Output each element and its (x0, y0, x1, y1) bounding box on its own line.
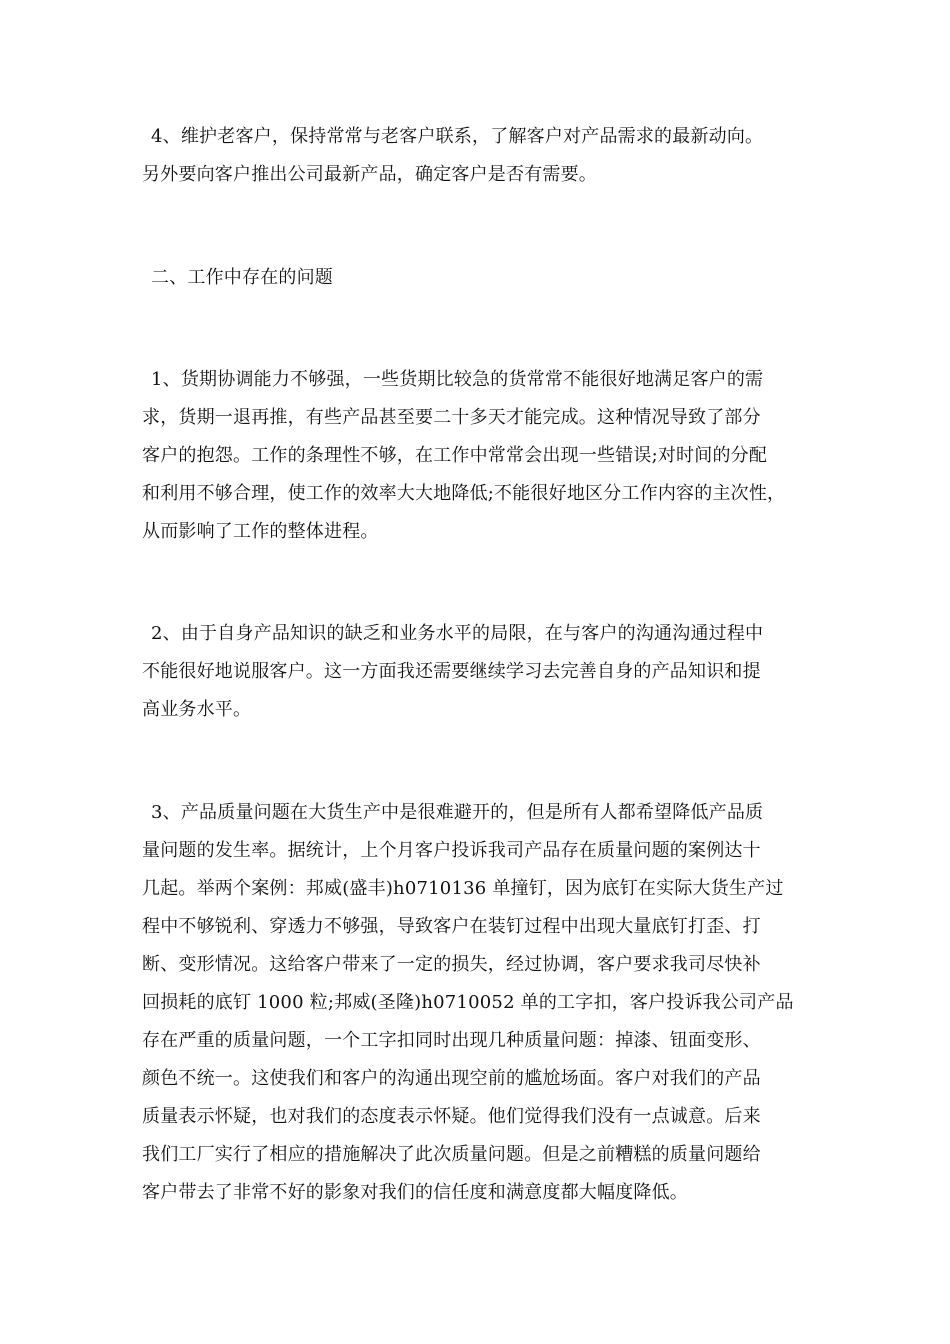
text-line: 另外要向客户推出公司最新产品，确定客户是否有需要。 (142, 164, 597, 185)
heading-text: 二、工作中存在的问题 (151, 267, 333, 288)
text-line: 3、产品质量问题在大货生产中是很难避开的，但是所有人都希望降低产品质 (151, 802, 764, 823)
paragraph-delivery-coordination (142, 361, 807, 551)
text-line: 客户带去了非常不好的影象对我们的信任度和满意度都大幅度降低。 (142, 1182, 688, 1203)
text-line: 存在严重的质量问题，一个工字扣同时出现几种质量问题：掉漆、钮面变形、 (142, 1030, 761, 1051)
text-line: 我们工厂实行了相应的措施解决了此次质量问题。但是之前糟糕的质量问题给 (142, 1144, 761, 1165)
text-line: 程中不够锐利、穿透力不够强，导致客户在装钉过程中出现大量底钉打歪、打 (142, 916, 761, 937)
text-line: 量问题的发生率。据统计，上个月客户投诉我司产品存在质量问题的案例达十 (142, 840, 761, 861)
text-line: 回损耗的底钉 1000 粒;邦威(圣隆)h0710052 单的工字扣，客户投诉我公司产品 (142, 992, 794, 1013)
text-line: 2、由于自身产品知识的缺乏和业务水平的局限，在与客户的沟通沟通过程中 (151, 623, 764, 644)
text-line: 不能很好地说服客户。这一方面我还需要继续学习去完善自身的产品知识和提 (142, 661, 761, 682)
text-line: 质量表示怀疑，也对我们的态度表示怀疑。他们觉得我们没有一点诚意。后来 (142, 1106, 761, 1127)
text-line: 4、维护老客户，保持常常与老客户联系，了解客户对产品需求的最新动向。 (151, 126, 764, 147)
text-line: 1、货期协调能力不够强，一些货期比较急的货常常不能很好地满足客户的需 (151, 369, 764, 390)
text-line: 求，货期一退再推，有些产品甚至要二十多天才能完成。这种情况导致了部分 (142, 407, 761, 428)
paragraph-product-knowledge (142, 615, 807, 729)
text-line: 和利用不够合理，使工作的效率大大地降低;不能很好地区分工作内容的主次性， (142, 483, 786, 504)
text-line: 从而影响了工作的整体进程。 (142, 521, 379, 542)
paragraph-maintain-old-customers (142, 118, 807, 194)
text-line: 客户的抱怨。工作的条理性不够，在工作中常常会出现一些错误;对时间的分配 (142, 445, 768, 466)
text-line: 断、变形情况。这给客户带来了一定的损失，经过协调，客户要求我司尽快补 (142, 954, 761, 975)
section-heading-problems (142, 259, 807, 297)
text-line: 颜色不统一。这使我们和客户的沟通出现空前的尴尬场面。客户对我们的产品 (142, 1068, 761, 1089)
paragraph-quality-issues (142, 794, 807, 1212)
text-line: 高业务水平。 (142, 699, 252, 720)
text-line: 几起。举两个案例：邦威(盛丰)h0710136 单撞钉，因为底钉在实际大货生产过 (142, 878, 784, 899)
